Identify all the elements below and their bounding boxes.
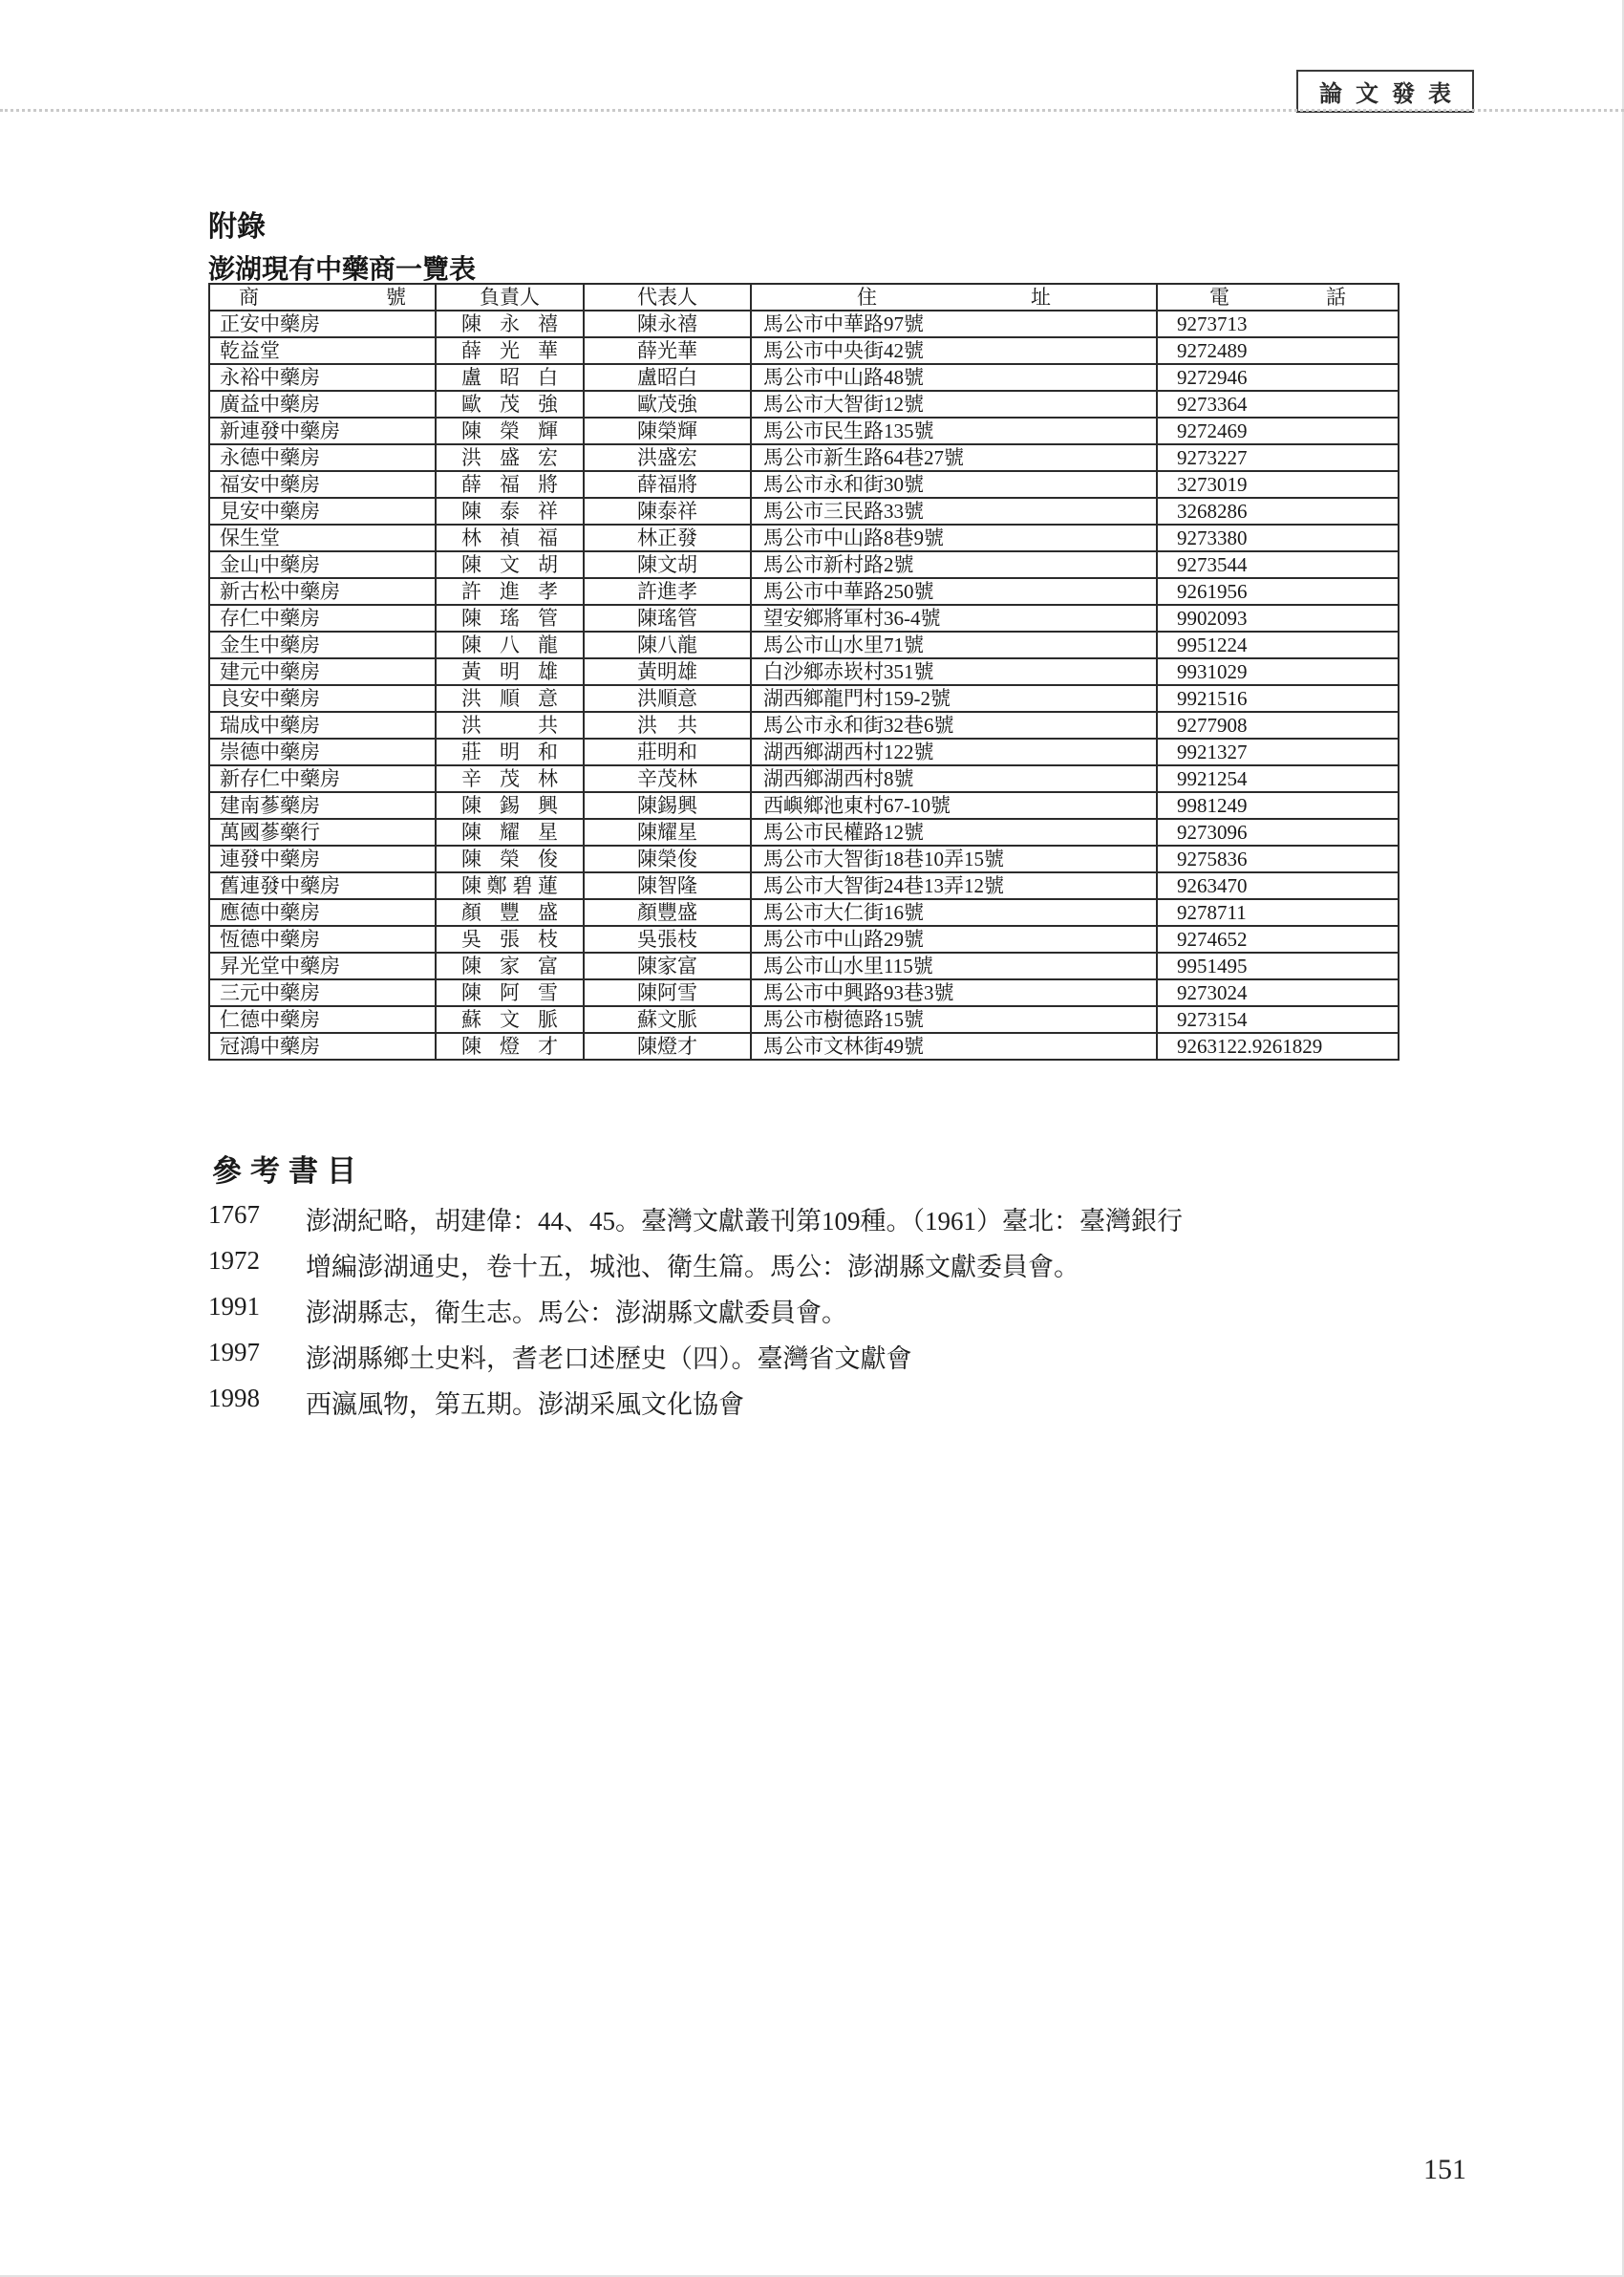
- cell-address: 馬公市大智街12號: [751, 391, 1157, 418]
- cell-rep: 薛福將: [584, 471, 751, 498]
- table-row: [209, 311, 1399, 337]
- table-row: [209, 605, 1399, 632]
- cell-phone: 3273019: [1157, 471, 1399, 498]
- table-row: [209, 739, 1399, 765]
- cell-rep: 林正發: [584, 525, 751, 551]
- header-rep: 代表人: [584, 284, 751, 311]
- cell-shop: 福安中藥房: [209, 471, 436, 498]
- cell-phone: 9921516: [1157, 685, 1399, 712]
- cell-owner: 陳家富: [436, 953, 584, 979]
- reference-text: 西瀛風物，第五期。澎湖采風文化協會: [306, 1390, 744, 1419]
- cell-shop: 昇光堂中藥房: [209, 953, 436, 979]
- cell-phone: 9273227: [1157, 444, 1399, 471]
- cell-rep: 黃明雄: [584, 658, 751, 685]
- table-row: [209, 364, 1399, 391]
- page-number: 151: [1423, 2154, 1466, 2185]
- cell-rep: 顏豐盛: [584, 899, 751, 926]
- table-row: [209, 712, 1399, 739]
- reference-text: 澎湖紀略，胡建偉：44、45。臺灣文獻叢刊第109種。（1961）臺北：臺灣銀行: [306, 1207, 1183, 1235]
- cell-phone: 9273154: [1157, 1006, 1399, 1033]
- cell-shop: 仁德中藥房: [209, 1006, 436, 1033]
- cell-address: 馬公市中山路29號: [751, 926, 1157, 953]
- reference-year: 1998: [208, 1384, 260, 1412]
- cell-address: 馬公市大仁街16號: [751, 899, 1157, 926]
- cell-address: 馬公市大智街24巷13弄12號: [751, 872, 1157, 899]
- cell-address: 馬公市中華路97號: [751, 311, 1157, 337]
- cell-rep: 陳永禧: [584, 311, 751, 337]
- cell-phone: 3268286: [1157, 498, 1399, 525]
- cell-address: 馬公市民權路12號: [751, 819, 1157, 846]
- cell-rep: 陳耀星: [584, 819, 751, 846]
- cell-shop: 廣益中藥房: [209, 391, 436, 418]
- cell-phone: 9275836: [1157, 846, 1399, 872]
- table-row: [209, 578, 1399, 605]
- table-row: [209, 979, 1399, 1006]
- cell-rep: 陳榮輝: [584, 418, 751, 444]
- cell-phone: 9902093: [1157, 605, 1399, 632]
- table-row: [209, 632, 1399, 658]
- table-header-row: [209, 284, 1399, 311]
- cell-owner: 洪順意: [436, 685, 584, 712]
- cell-shop: 乾益堂: [209, 337, 436, 364]
- reference-year: 1767: [208, 1200, 260, 1229]
- reference-year: 1991: [208, 1292, 260, 1321]
- header-shop: 商號: [209, 284, 436, 311]
- cell-owner: 陳阿雪: [436, 979, 584, 1006]
- cell-owner: 盧昭白: [436, 364, 584, 391]
- cell-address: 馬公市新生路64巷27號: [751, 444, 1157, 471]
- cell-shop: 新連發中藥房: [209, 418, 436, 444]
- table-row: [209, 926, 1399, 953]
- cell-address: 馬公市三民路33號: [751, 498, 1157, 525]
- cell-rep: 歐茂強: [584, 391, 751, 418]
- table-row: [209, 525, 1399, 551]
- cell-shop: 存仁中藥房: [209, 605, 436, 632]
- cell-phone: 9921254: [1157, 765, 1399, 792]
- table-row: [209, 337, 1399, 364]
- cell-owner: 陳榮輝: [436, 418, 584, 444]
- cell-phone: 9272469: [1157, 418, 1399, 444]
- table-row: [209, 872, 1399, 899]
- cell-rep: 陳文胡: [584, 551, 751, 578]
- cell-phone: 9273364: [1157, 391, 1399, 418]
- cell-owner: 顏豐盛: [436, 899, 584, 926]
- reference-year: 1972: [208, 1246, 260, 1275]
- cell-phone: 9277908: [1157, 712, 1399, 739]
- cell-shop: 三元中藥房: [209, 979, 436, 1006]
- cell-owner: 吳張枝: [436, 926, 584, 953]
- cell-owner: 陳燈才: [436, 1033, 584, 1060]
- cell-rep: 盧昭白: [584, 364, 751, 391]
- cell-shop: 舊連發中藥房: [209, 872, 436, 899]
- cell-address: 西嶼鄉池東村67-10號: [751, 792, 1157, 819]
- header-owner: 負責人: [436, 284, 584, 311]
- cell-rep: 洪 共: [584, 712, 751, 739]
- cell-owner: 洪共: [436, 712, 584, 739]
- cell-owner: 陳文胡: [436, 551, 584, 578]
- cell-rep: 吳張枝: [584, 926, 751, 953]
- header-address: 住址: [751, 284, 1157, 311]
- references-list: [208, 1200, 1479, 1429]
- table-row: [209, 418, 1399, 444]
- cell-owner: 歐茂強: [436, 391, 584, 418]
- reference-text: 澎湖縣鄉土史料，耆老口述歷史（四）。臺灣省文獻會: [306, 1344, 912, 1373]
- cell-owner: 陳榮俊: [436, 846, 584, 872]
- table-row: [209, 658, 1399, 685]
- cell-address: 馬公市永和街30號: [751, 471, 1157, 498]
- cell-owner: 薛福將: [436, 471, 584, 498]
- cell-shop: 新存仁中藥房: [209, 765, 436, 792]
- table-row: [209, 391, 1399, 418]
- cell-owner: 陳永禧: [436, 311, 584, 337]
- cell-shop: 恆德中藥房: [209, 926, 436, 953]
- table-row: [209, 819, 1399, 846]
- cell-shop: 建元中藥房: [209, 658, 436, 685]
- cell-owner: 蘇文脈: [436, 1006, 584, 1033]
- cell-phone: 9931029: [1157, 658, 1399, 685]
- cell-shop: 正安中藥房: [209, 311, 436, 337]
- reference-text: 澎湖縣志，衛生志。馬公：澎湖縣文獻委員會。: [306, 1299, 847, 1327]
- table-row: [209, 471, 1399, 498]
- cell-address: 馬公市大智街18巷10弄15號: [751, 846, 1157, 872]
- cell-rep: 薛光華: [584, 337, 751, 364]
- cell-address: 湖西鄉湖西村8號: [751, 765, 1157, 792]
- cell-shop: 金生中藥房: [209, 632, 436, 658]
- cell-owner: 陳瑤管: [436, 605, 584, 632]
- table-row: [209, 551, 1399, 578]
- cell-rep: 陳榮俊: [584, 846, 751, 872]
- cell-shop: 見安中藥房: [209, 498, 436, 525]
- cell-owner: 薛光華: [436, 337, 584, 364]
- cell-address: 望安鄉將軍村36-4號: [751, 605, 1157, 632]
- table-row: [209, 498, 1399, 525]
- cell-shop: 崇德中藥房: [209, 739, 436, 765]
- header-divider: [0, 109, 1624, 112]
- table-row: [209, 846, 1399, 872]
- cell-rep: 陳錫興: [584, 792, 751, 819]
- cell-rep: 陳智隆: [584, 872, 751, 899]
- cell-rep: 辛茂林: [584, 765, 751, 792]
- table-row: [209, 953, 1399, 979]
- appendix-heading: 附錄: [208, 211, 266, 243]
- cell-address: 馬公市文林街49號: [751, 1033, 1157, 1060]
- cell-rep: 陳燈才: [584, 1033, 751, 1060]
- cell-phone: 9272489: [1157, 337, 1399, 364]
- cell-shop: 瑞成中藥房: [209, 712, 436, 739]
- cell-shop: 保生堂: [209, 525, 436, 551]
- references-heading: 參考書目: [212, 1154, 365, 1188]
- cell-phone: 9273024: [1157, 979, 1399, 1006]
- cell-address: 馬公市樹德路15號: [751, 1006, 1157, 1033]
- cell-phone: 9273096: [1157, 819, 1399, 846]
- cell-phone: 9274652: [1157, 926, 1399, 953]
- reference-item: [208, 1292, 1479, 1327]
- table-row: [209, 899, 1399, 926]
- cell-address: 馬公市永和街32巷6號: [751, 712, 1157, 739]
- cell-address: 馬公市中央街42號: [751, 337, 1157, 364]
- cell-phone: 9273713: [1157, 311, 1399, 337]
- reference-item: [208, 1384, 1479, 1419]
- cell-owner: 陳錫興: [436, 792, 584, 819]
- table-row: [209, 792, 1399, 819]
- cell-rep: 蘇文脈: [584, 1006, 751, 1033]
- cell-owner: 辛茂林: [436, 765, 584, 792]
- reference-text: 增編澎湖通史，卷十五，城池、衛生篇。馬公：澎湖縣文獻委員會。: [306, 1253, 1079, 1281]
- cell-rep: 莊明和: [584, 739, 751, 765]
- table-row: [209, 1006, 1399, 1033]
- cell-owner: 黃明雄: [436, 658, 584, 685]
- cell-shop: 永德中藥房: [209, 444, 436, 471]
- cell-rep: 許進孝: [584, 578, 751, 605]
- cell-phone: 9272946: [1157, 364, 1399, 391]
- cell-shop: 建南蔘藥房: [209, 792, 436, 819]
- cell-owner: 陳耀星: [436, 819, 584, 846]
- reference-item: [208, 1200, 1479, 1235]
- cell-owner: 林禎福: [436, 525, 584, 551]
- cell-phone: 9273380: [1157, 525, 1399, 551]
- cell-phone: 9263122.9261829: [1157, 1033, 1399, 1060]
- table-body: [209, 311, 1399, 1060]
- reference-item: [208, 1246, 1479, 1281]
- cell-address: 馬公市民生路135號: [751, 418, 1157, 444]
- cell-shop: 新古松中藥房: [209, 578, 436, 605]
- cell-phone: 9981249: [1157, 792, 1399, 819]
- table-row: [209, 444, 1399, 471]
- cell-address: 馬公市中興路93巷3號: [751, 979, 1157, 1006]
- cell-address: 馬公市新村路2號: [751, 551, 1157, 578]
- cell-owner: 陳鄭碧蓮: [436, 872, 584, 899]
- cell-address: 湖西鄉湖西村122號: [751, 739, 1157, 765]
- cell-phone: 9951224: [1157, 632, 1399, 658]
- cell-address: 白沙鄉赤崁村351號: [751, 658, 1157, 685]
- paper-section-badge: [1296, 70, 1474, 113]
- cell-owner: 陳泰祥: [436, 498, 584, 525]
- cell-phone: 9261956: [1157, 578, 1399, 605]
- cell-shop: 永裕中藥房: [209, 364, 436, 391]
- cell-rep: 洪盛宏: [584, 444, 751, 471]
- cell-shop: 良安中藥房: [209, 685, 436, 712]
- cell-address: 馬公市中山路48號: [751, 364, 1157, 391]
- cell-address: 馬公市中華路250號: [751, 578, 1157, 605]
- cell-phone: 9273544: [1157, 551, 1399, 578]
- header-phone: 電話: [1157, 284, 1399, 311]
- cell-rep: 陳阿雪: [584, 979, 751, 1006]
- cell-owner: 陳八龍: [436, 632, 584, 658]
- cell-address: 湖西鄉龍門村159-2號: [751, 685, 1157, 712]
- cell-shop: 萬國蔘藥行: [209, 819, 436, 846]
- cell-rep: 陳瑤管: [584, 605, 751, 632]
- cell-phone: 9278711: [1157, 899, 1399, 926]
- paper-section-label: 論文發表: [1319, 81, 1464, 107]
- cell-shop: 連發中藥房: [209, 846, 436, 872]
- cell-phone: 9951495: [1157, 953, 1399, 979]
- table-row: [209, 1033, 1399, 1060]
- cell-rep: 陳八龍: [584, 632, 751, 658]
- cell-rep: 陳泰祥: [584, 498, 751, 525]
- cell-owner: 許進孝: [436, 578, 584, 605]
- cell-rep: 洪順意: [584, 685, 751, 712]
- cell-owner: 洪盛宏: [436, 444, 584, 471]
- cell-address: 馬公市山水里115號: [751, 953, 1157, 979]
- merchants-table: [208, 283, 1400, 1061]
- cell-shop: 冠鴻中藥房: [209, 1033, 436, 1060]
- table-title: 澎湖現有中藥商一覽表: [208, 254, 477, 284]
- reference-year: 1997: [208, 1338, 260, 1366]
- cell-shop: 金山中藥房: [209, 551, 436, 578]
- cell-shop: 應德中藥房: [209, 899, 436, 926]
- cell-phone: 9263470: [1157, 872, 1399, 899]
- table-row: [209, 685, 1399, 712]
- cell-phone: 9921327: [1157, 739, 1399, 765]
- cell-address: 馬公市中山路8巷9號: [751, 525, 1157, 551]
- table-row: [209, 765, 1399, 792]
- cell-address: 馬公市山水里71號: [751, 632, 1157, 658]
- cell-rep: 陳家富: [584, 953, 751, 979]
- reference-item: [208, 1338, 1479, 1373]
- cell-owner: 莊明和: [436, 739, 584, 765]
